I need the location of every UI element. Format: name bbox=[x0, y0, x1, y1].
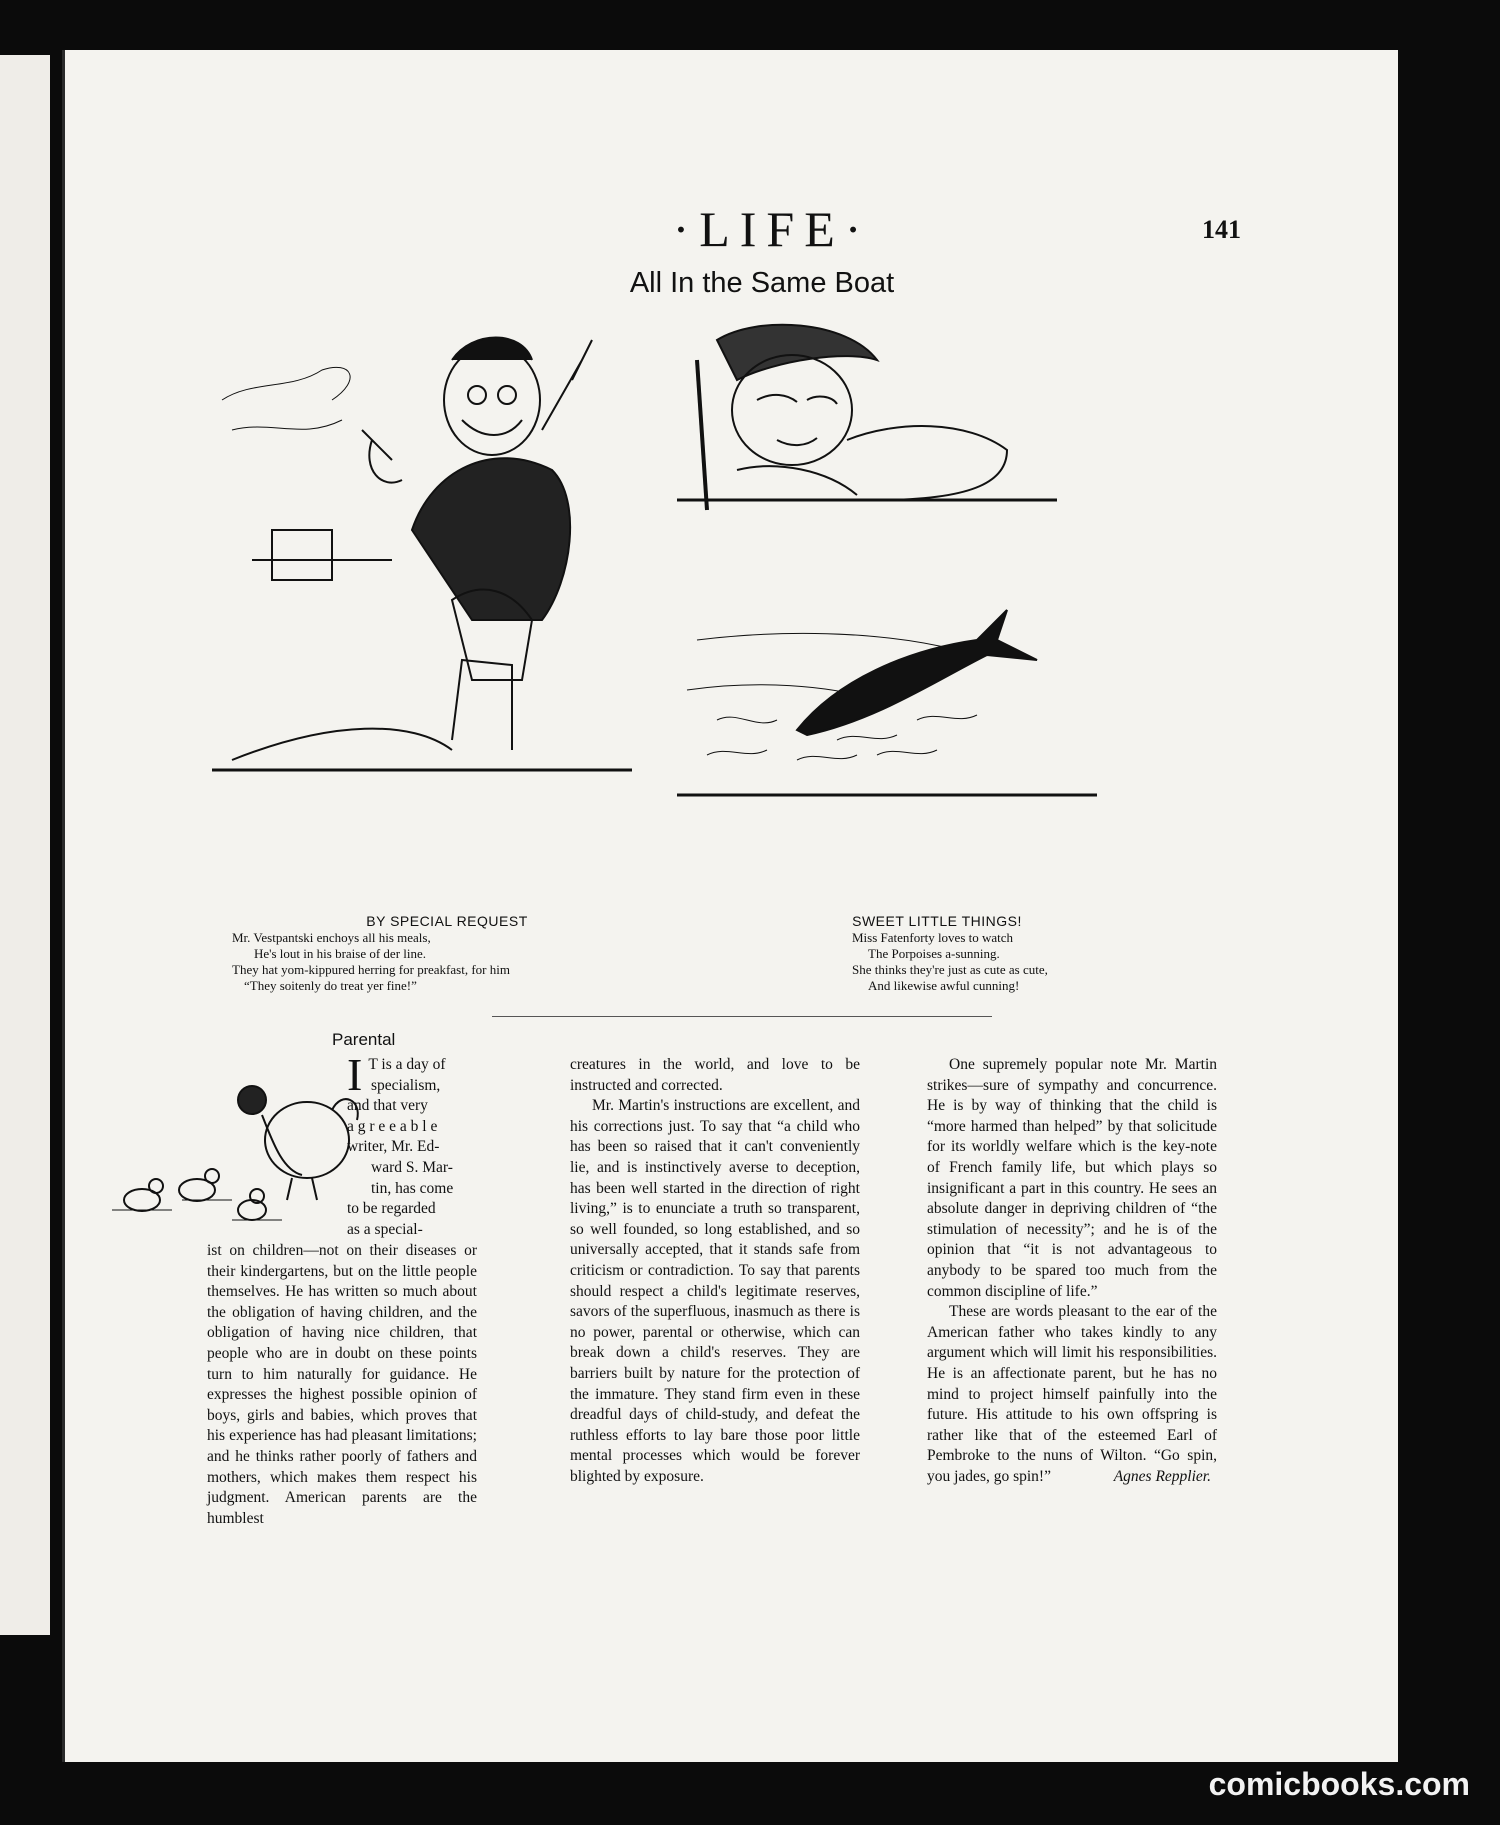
text-line: ward S. Mar- bbox=[371, 1158, 453, 1176]
author-signature: Agnes Repplier. bbox=[1113, 1467, 1211, 1485]
left-caption-title: BY SPECIAL REQUEST bbox=[366, 913, 528, 929]
sleeping-woman-illustration bbox=[677, 320, 1087, 520]
text-line: T is a day of bbox=[368, 1056, 446, 1073]
paragraph: ist on children—not on their diseases or their kindergartens, but on the little people themselves. He has written so much about the obligation of having children, and the obligation of having nice children, that people who are in doubt on these points turn to him naturally for guidance. He expresses the highest possible opinion of boys, girls and babies, which proves that his experience has had pleasant limitations; and he thinks rather poorly of fathers and mothers, which makes them respect his judgment. American parents are the humblest bbox=[207, 1242, 477, 1527]
text-line: a g r e e a b l e bbox=[347, 1117, 438, 1135]
hen-and-ducklings-illustration bbox=[112, 1060, 372, 1230]
paragraph-text: These are words pleasant to the ear of the American father who takes kindly to any argument which will limit his responsibilities. He is an affectionate parent, but he has no mind to project himself painfully into the future. His attitude to his own offspring is rather like that of the esteemed Earl of Pembroke to the nuns of Wilton. “Go spin, you jades, go spin!” bbox=[927, 1303, 1217, 1485]
paragraph: One supremely popular note Mr. Martin strikes—sure of sympathy and concurrence. He is by way of thinking that the child is “more harmed than helped” by that solicitude for its worldly welfare which is the key-note of French family life, but which plays so insignificant a part in this country. He sees an absolute danger in depriving children of “the stimulation of necessity”; and he is of the opinion that “it is not advantageous to anybody to be spared too much from the common discipline of life.” bbox=[927, 1056, 1217, 1300]
text-line: writer, Mr. Ed- bbox=[347, 1138, 440, 1156]
porpoise-illustration bbox=[677, 570, 1117, 830]
masthead-title: ·LIFE· bbox=[672, 201, 872, 257]
verse-line: They hat yom-kippured herring for preakfast, for him bbox=[232, 962, 510, 977]
right-caption-verse bbox=[852, 930, 1048, 994]
verse-line: Miss Fatenforty loves to watch bbox=[852, 930, 1014, 945]
article-column-1 bbox=[207, 1241, 477, 1529]
verse-line: “They soitenly do treat yer fine!” bbox=[244, 978, 417, 993]
paragraph bbox=[927, 1302, 1217, 1487]
verse-line: She thinks they're just as cute as cute, bbox=[852, 962, 1048, 977]
magazine-page bbox=[62, 50, 1398, 1762]
page-title: All In the Same Boat bbox=[629, 267, 895, 299]
right-caption-title: SWEET LITTLE THINGS! bbox=[852, 913, 1022, 929]
verse-line: He's lout in his braise of der line. bbox=[254, 946, 427, 961]
paragraph: creatures in the world, and love to be instructed and corrected. bbox=[570, 1056, 860, 1094]
text-line: as a special- bbox=[347, 1220, 423, 1238]
verse-line: The Porpoises a-sunning. bbox=[868, 946, 1000, 961]
facing-page-edge bbox=[0, 55, 50, 1635]
page-spine bbox=[62, 50, 65, 1762]
article-column-3 bbox=[927, 1055, 1217, 1487]
text-line: specialism, bbox=[371, 1076, 441, 1094]
drop-cap: I bbox=[347, 1049, 363, 1100]
text-line: tin, has come bbox=[371, 1179, 454, 1197]
diner-with-cigar-illustration bbox=[212, 320, 652, 820]
verse-line: And likewise awful cunning! bbox=[868, 978, 1020, 993]
text-line: and that very bbox=[347, 1097, 428, 1115]
article-column-1-top bbox=[347, 1049, 475, 1240]
article-column-2 bbox=[570, 1055, 860, 1487]
section-divider bbox=[492, 1016, 992, 1017]
watermark: comicbooks.com bbox=[1208, 1766, 1470, 1802]
verse-line: Mr. Vestpantski enchoys all his meals, bbox=[232, 930, 431, 945]
page-number: 141 bbox=[1202, 215, 1241, 244]
paragraph: Mr. Martin's instructions are excellent, and his corrections just. To say that “a child who has been so raised that it can't conveniently lie, and is instinctively averse to deception, has been well started in the direction of right living,” is to enunciate a truth so transparent, so well founded, so long established, and so universally accepted, that it stands safe from criticism or contradiction. To say that parents should respect a child's legitimate reserves, savors of the superfluous, inasmuch as there is no power, parental or otherwise, which can break down a child's reserves. They are barriers built by nature for the protection of the immature. They stand firm even in these dreadful days of child-study, and defeat the ruthless efforts to lay bare those poor little mental processes which would be forever blighted by exposure. bbox=[570, 1097, 860, 1485]
text-line: to be regarded bbox=[347, 1200, 436, 1218]
article-title: Parental bbox=[332, 1030, 396, 1049]
left-caption-verse bbox=[232, 930, 510, 994]
